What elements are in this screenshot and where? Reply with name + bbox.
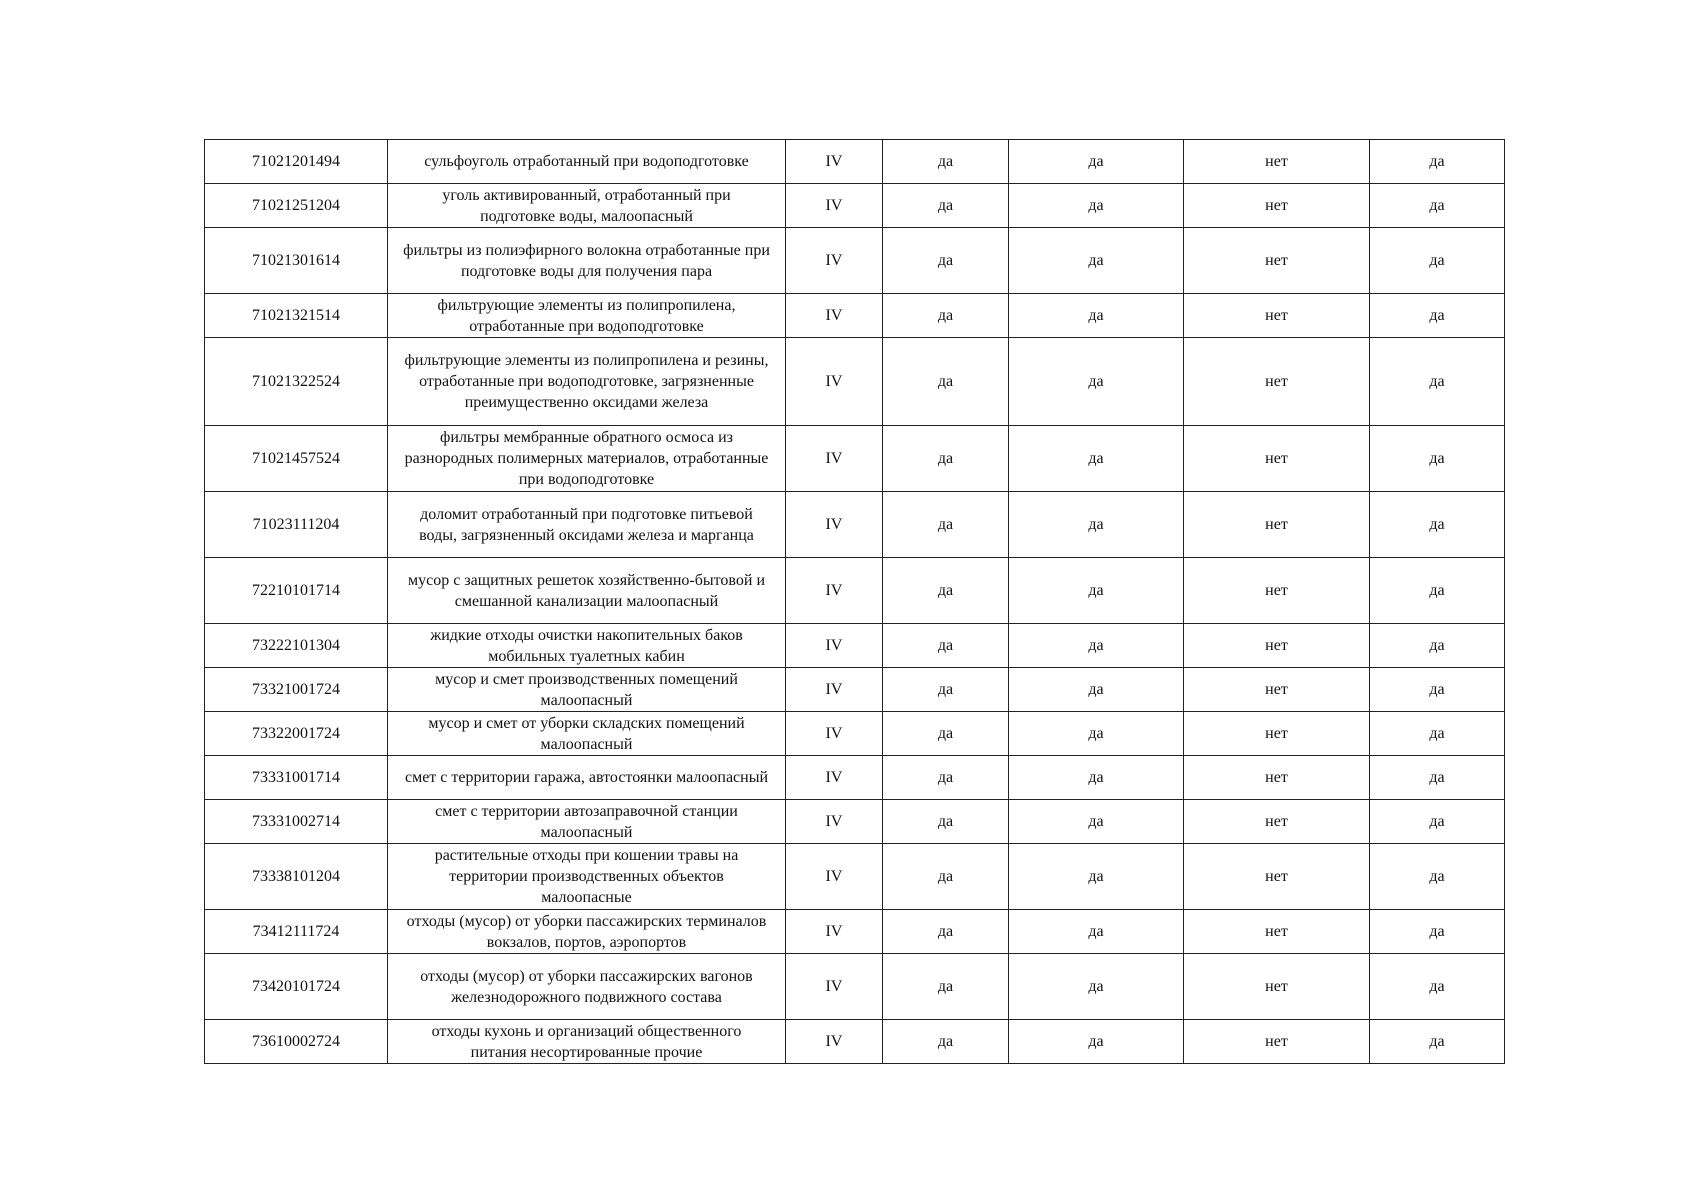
waste-code-cell: 73321001724 [205,668,388,712]
flag-cell: нет [1184,712,1370,756]
hazard-class-cell: IV [786,228,883,294]
flag-cell: нет [1184,1020,1370,1064]
flag-cell: да [1370,184,1505,228]
flag-cell: нет [1184,184,1370,228]
flag-cell: да [1370,668,1505,712]
hazard-class-cell: IV [786,558,883,624]
flag-cell: да [1370,228,1505,294]
flag-cell: нет [1184,492,1370,558]
waste-name-cell: смет с территории гаража, автостоянки малоопасный [388,756,786,800]
waste-code-cell: 71021321514 [205,294,388,338]
waste-name-cell: мусор с защитных решеток хозяйственно-бытовой и смешанной канализации малоопасный [388,558,786,624]
waste-code-cell: 72210101714 [205,558,388,624]
flag-cell: да [883,624,1009,668]
flag-cell: да [883,756,1009,800]
flag-cell: да [1009,558,1184,624]
waste-name-cell: фильтрующие элементы из полипропилена, отработанные при водоподготовке [388,294,786,338]
waste-name-cell: сульфоуголь отработанный при водоподготовке [388,140,786,184]
flag-cell: да [1370,558,1505,624]
flag-cell: да [1009,712,1184,756]
waste-code-cell: 71021457524 [205,426,388,492]
flag-cell: нет [1184,910,1370,954]
waste-name-cell: отходы кухонь и организаций общественного питания несортированные прочие [388,1020,786,1064]
flag-cell: да [1009,492,1184,558]
flag-cell: да [1370,1020,1505,1064]
hazard-class-cell: IV [786,184,883,228]
table-row [205,492,1505,558]
hazard-class-cell: IV [786,140,883,184]
flag-cell: да [883,558,1009,624]
table-row [205,756,1505,800]
hazard-class-cell: IV [786,338,883,426]
flag-cell: да [1370,338,1505,426]
flag-cell: да [1370,426,1505,492]
waste-code-cell: 73420101724 [205,954,388,1020]
flag-cell: да [883,668,1009,712]
flag-cell: да [1370,140,1505,184]
hazard-class-cell: IV [786,712,883,756]
flag-cell: да [1009,228,1184,294]
waste-table [204,139,1505,1064]
table-row [205,140,1505,184]
waste-code-cell: 73412111724 [205,910,388,954]
flag-cell: да [1009,294,1184,338]
waste-name-cell: мусор и смет от уборки складских помещений малоопасный [388,712,786,756]
flag-cell: да [1009,426,1184,492]
waste-name-cell: отходы (мусор) от уборки пассажирских вагонов железнодорожного подвижного состава [388,954,786,1020]
waste-code-cell: 71021251204 [205,184,388,228]
flag-cell: да [883,426,1009,492]
flag-cell: нет [1184,668,1370,712]
flag-cell: нет [1184,294,1370,338]
table-row [205,624,1505,668]
flag-cell: да [883,228,1009,294]
flag-cell: нет [1184,558,1370,624]
table-row [205,1020,1505,1064]
flag-cell: да [1370,492,1505,558]
hazard-class-cell: IV [786,800,883,844]
hazard-class-cell: IV [786,294,883,338]
flag-cell: да [1370,624,1505,668]
waste-name-cell: смет с территории автозаправочной станции малоопасный [388,800,786,844]
waste-table-body [205,140,1505,1064]
flag-cell: да [883,844,1009,910]
flag-cell: да [1370,844,1505,910]
waste-name-cell: жидкие отходы очистки накопительных баков мобильных туалетных кабин [388,624,786,668]
flag-cell: да [883,338,1009,426]
flag-cell: да [1009,1020,1184,1064]
flag-cell: да [883,184,1009,228]
flag-cell: нет [1184,624,1370,668]
table-row [205,338,1505,426]
waste-name-cell: доломит отработанный при подготовке питьевой воды, загрязненный оксидами железа и марганца [388,492,786,558]
table-row [205,668,1505,712]
waste-code-cell: 73338101204 [205,844,388,910]
flag-cell: да [883,294,1009,338]
flag-cell: нет [1184,954,1370,1020]
table-row [205,844,1505,910]
waste-code-cell: 73322001724 [205,712,388,756]
hazard-class-cell: IV [786,624,883,668]
waste-code-cell: 73331001714 [205,756,388,800]
waste-name-cell: мусор и смет производственных помещений малоопасный [388,668,786,712]
waste-name-cell: растительные отходы при кошении травы на территории производственных объектов малоопасные [388,844,786,910]
hazard-class-cell: IV [786,668,883,712]
table-row [205,184,1505,228]
waste-name-cell: отходы (мусор) от уборки пассажирских терминалов вокзалов, портов, аэропортов [388,910,786,954]
table-row [205,228,1505,294]
hazard-class-cell: IV [786,426,883,492]
flag-cell: да [1009,184,1184,228]
hazard-class-cell: IV [786,910,883,954]
table-row [205,558,1505,624]
flag-cell: нет [1184,426,1370,492]
flag-cell: да [1370,800,1505,844]
hazard-class-cell: IV [786,844,883,910]
flag-cell: да [883,492,1009,558]
flag-cell: да [883,1020,1009,1064]
hazard-class-cell: IV [786,756,883,800]
flag-cell: да [883,140,1009,184]
waste-code-cell: 71021322524 [205,338,388,426]
flag-cell: нет [1184,800,1370,844]
hazard-class-cell: IV [786,1020,883,1064]
flag-cell: нет [1184,756,1370,800]
flag-cell: нет [1184,338,1370,426]
waste-code-cell: 73610002724 [205,1020,388,1064]
waste-name-cell: фильтры мембранные обратного осмоса из разнородных полимерных материалов, отработанные при водоподготовке [388,426,786,492]
flag-cell: нет [1184,228,1370,294]
flag-cell: да [1370,954,1505,1020]
waste-code-cell: 73331002714 [205,800,388,844]
table-row [205,800,1505,844]
flag-cell: нет [1184,140,1370,184]
flag-cell: да [1370,294,1505,338]
flag-cell: да [1009,756,1184,800]
flag-cell: да [1370,910,1505,954]
flag-cell: да [1009,140,1184,184]
flag-cell: да [883,712,1009,756]
flag-cell: да [1009,624,1184,668]
flag-cell: да [1009,800,1184,844]
table-row [205,910,1505,954]
flag-cell: нет [1184,844,1370,910]
flag-cell: да [1009,954,1184,1020]
waste-code-cell: 71021201494 [205,140,388,184]
waste-code-cell: 71021301614 [205,228,388,294]
waste-code-cell: 71023111204 [205,492,388,558]
waste-code-cell: 73222101304 [205,624,388,668]
flag-cell: да [1009,844,1184,910]
hazard-class-cell: IV [786,492,883,558]
flag-cell: да [1009,338,1184,426]
waste-name-cell: фильтрующие элементы из полипропилена и резины, отработанные при водоподготовке, загрязненные преимущественно оксидами железа [388,338,786,426]
table-row [205,426,1505,492]
hazard-class-cell: IV [786,954,883,1020]
flag-cell: да [883,910,1009,954]
flag-cell: да [1370,712,1505,756]
flag-cell: да [1370,756,1505,800]
waste-name-cell: фильтры из полиэфирного волокна отработанные при подготовке воды для получения пара [388,228,786,294]
table-row [205,294,1505,338]
flag-cell: да [883,800,1009,844]
waste-name-cell: уголь активированный, отработанный при подготовке воды, малоопасный [388,184,786,228]
table-row [205,954,1505,1020]
flag-cell: да [883,954,1009,1020]
table-row [205,712,1505,756]
flag-cell: да [1009,668,1184,712]
flag-cell: да [1009,910,1184,954]
